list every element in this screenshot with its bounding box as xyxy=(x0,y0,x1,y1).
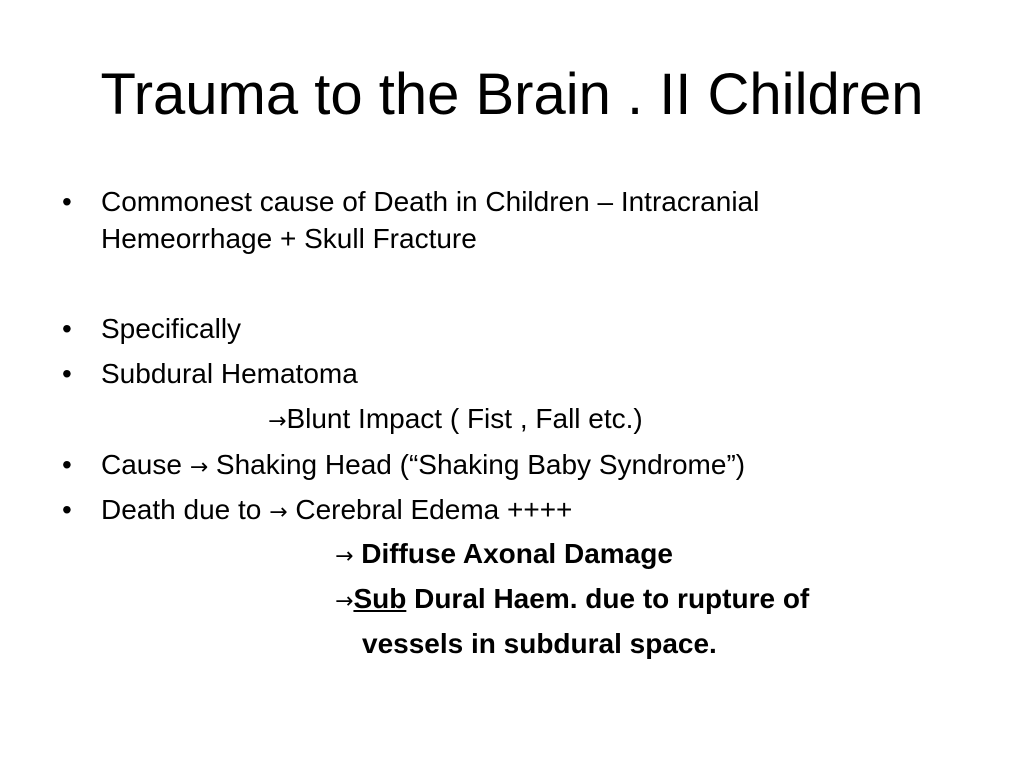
bullet5-text: Cerebral Edema ++++ xyxy=(287,494,573,525)
sub-diffuse-axonal xyxy=(335,535,673,575)
bullet1-line1: Commonest cause of Death in Children – Intracranial xyxy=(101,186,760,217)
sub-dai-text: Diffuse Axonal Damage xyxy=(353,538,673,569)
bullet4-prefix: Cause xyxy=(101,449,190,480)
sub-sdh-underlined: Sub xyxy=(353,583,407,614)
bullet1-line2: Hemeorrhage + Skull Fracture xyxy=(101,223,477,254)
bullet5 xyxy=(101,491,572,531)
bullet4-text: Shaking Head (“Shaking Baby Syndrome”) xyxy=(208,449,746,480)
arrow-right-icon: → xyxy=(335,544,354,569)
bullet-marker: • xyxy=(62,358,72,389)
sub-blunt-impact xyxy=(268,400,643,440)
bullet-marker: • xyxy=(62,313,72,344)
arrow-right-icon: → xyxy=(335,589,354,614)
bullet-marker: • xyxy=(62,449,72,480)
sub-sdh-rest: Dural Haem. due to rupture of xyxy=(406,583,810,614)
arrow-right-icon: → xyxy=(269,500,288,525)
arrow-right-icon: → xyxy=(268,409,287,434)
bullet-marker: • xyxy=(62,186,72,217)
slide-title: Trauma to the Brain . II Children xyxy=(100,62,924,127)
sub-subdural-line2: vessels in subdural space. xyxy=(362,628,717,659)
sub-subdural-haem xyxy=(335,580,809,620)
sub-blunt-text: Blunt Impact ( Fist , Fall etc.) xyxy=(286,403,643,434)
bullet4 xyxy=(101,446,745,486)
bullet5-prefix: Death due to xyxy=(101,494,270,525)
arrow-right-icon: → xyxy=(189,455,209,480)
bullet2-text: Specifically xyxy=(101,313,242,344)
bullet3-text: Subdural Hematoma xyxy=(101,358,358,389)
bullet-marker: • xyxy=(62,494,72,525)
